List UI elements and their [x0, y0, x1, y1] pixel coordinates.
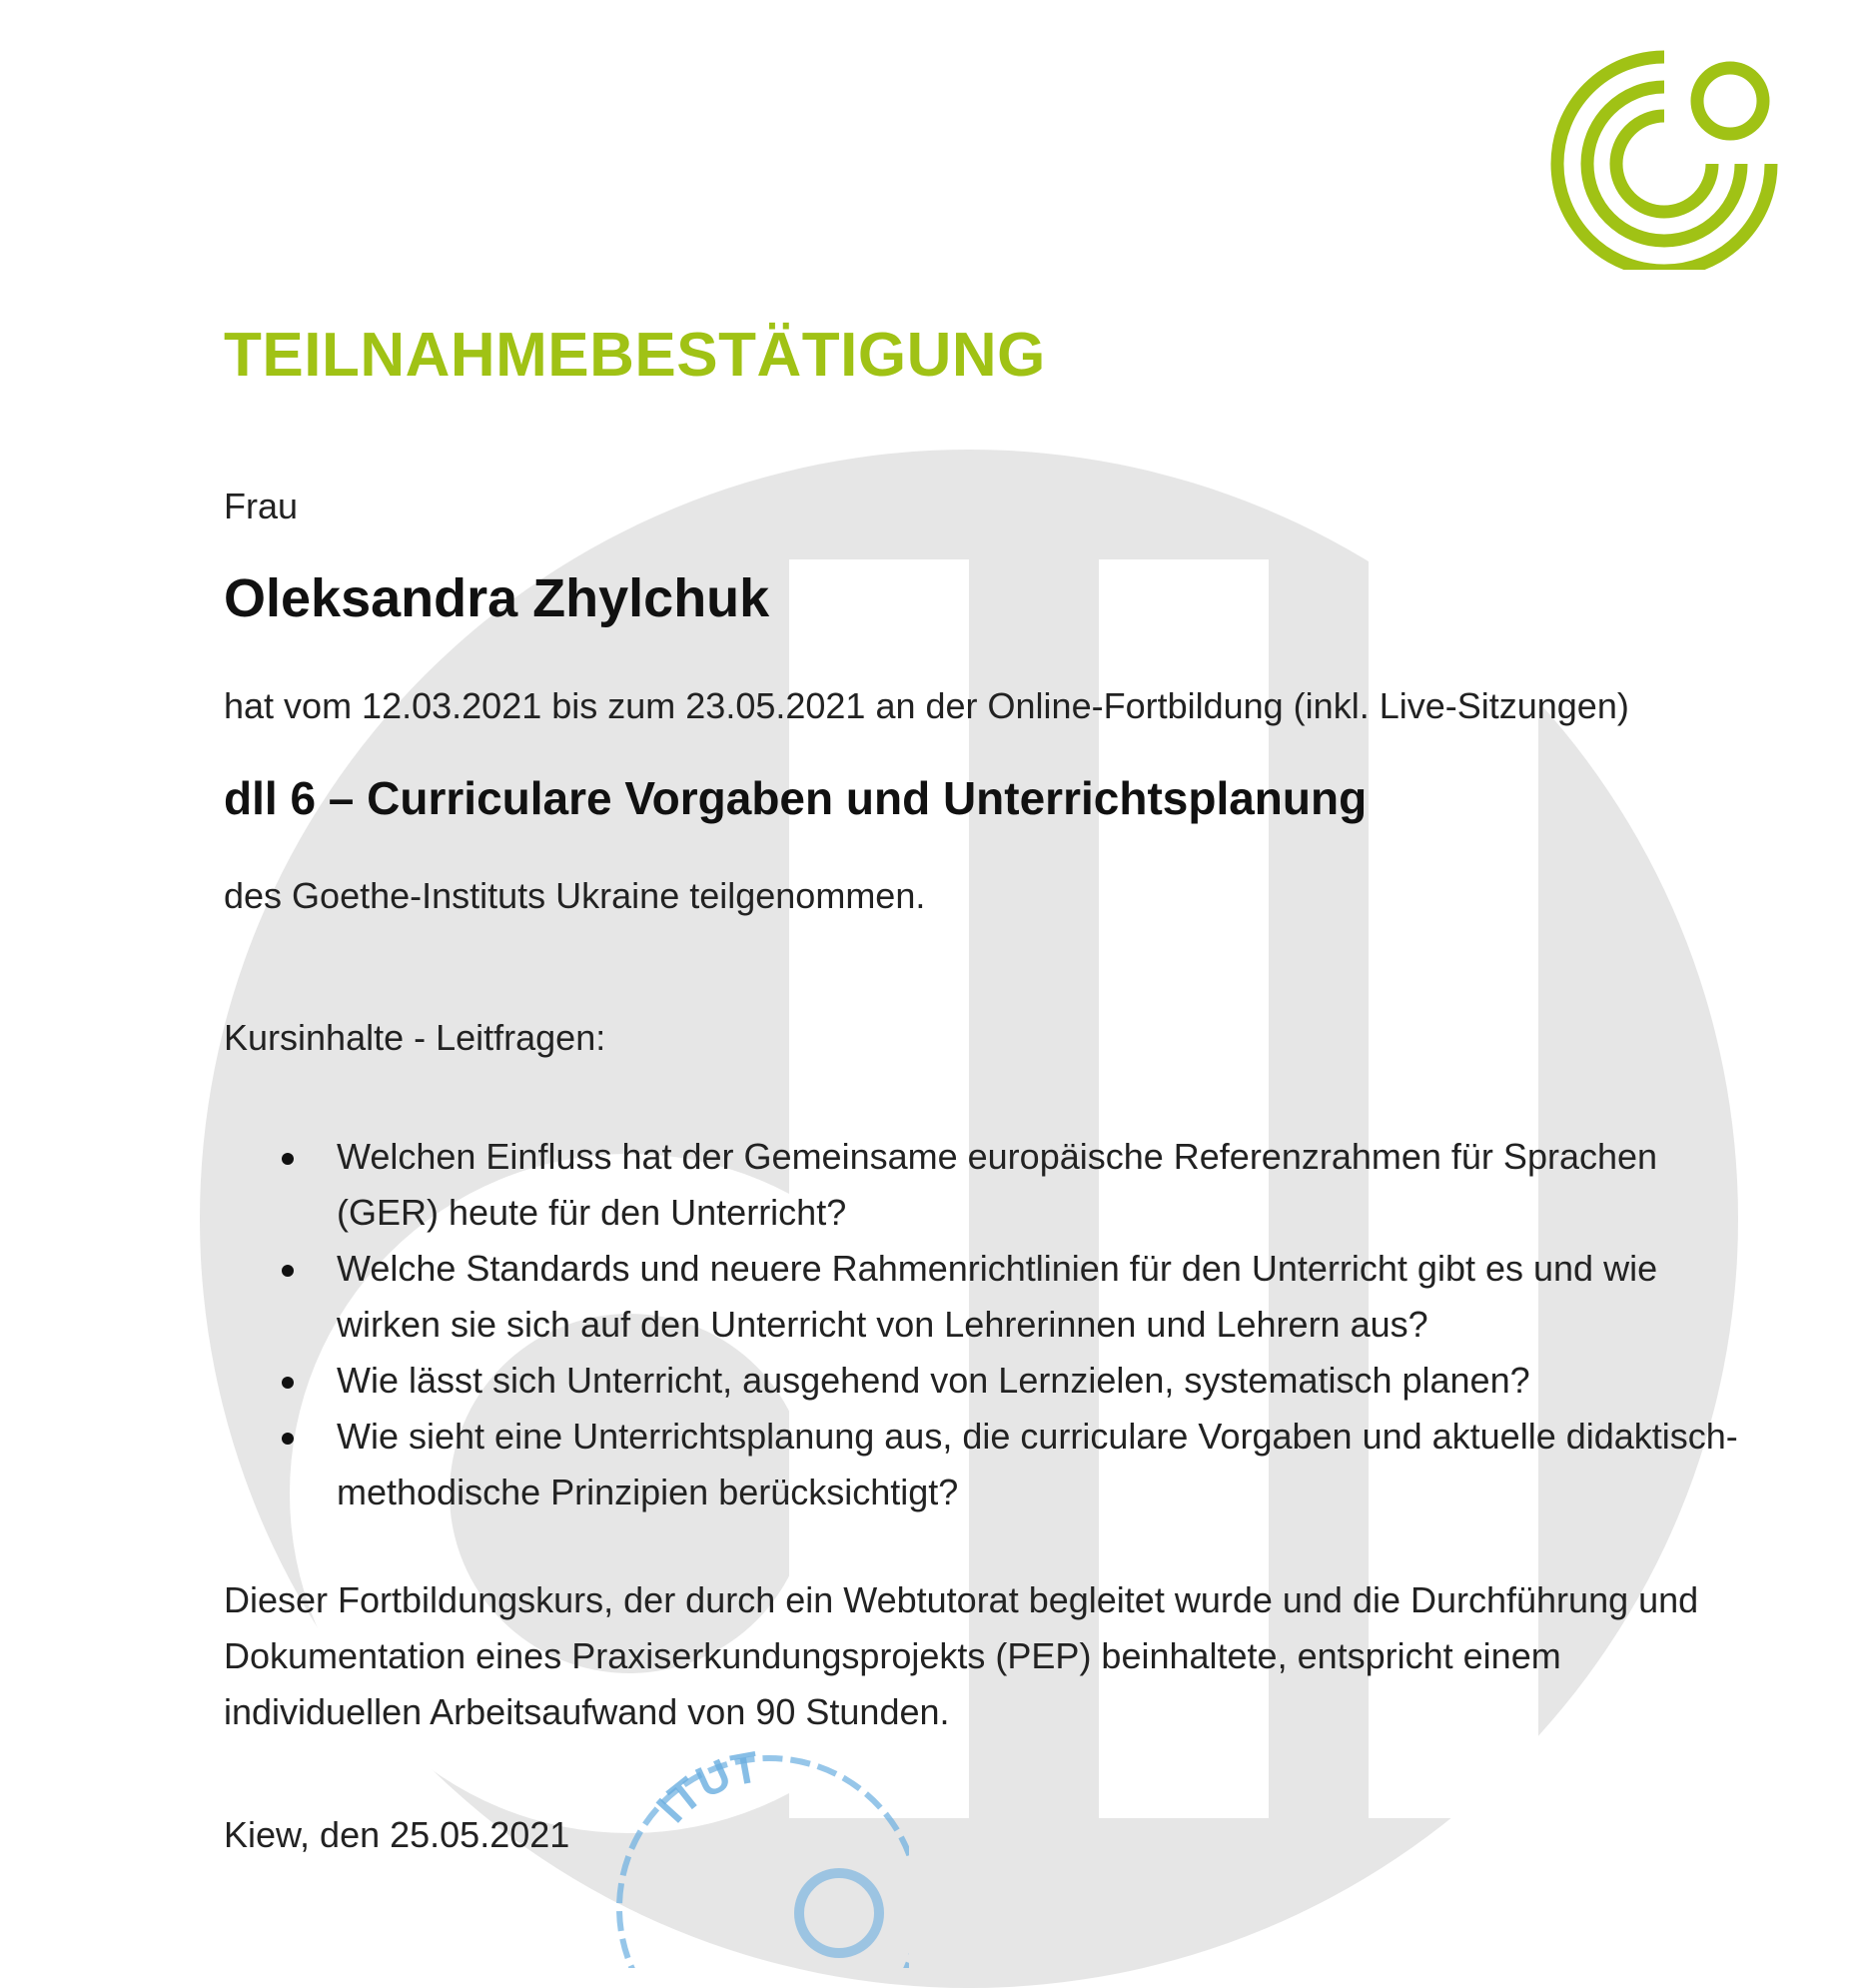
bullet-icon	[282, 1153, 294, 1165]
list-item	[224, 1241, 1742, 1353]
list-item	[224, 1129, 1742, 1241]
bullet-icon	[282, 1433, 294, 1445]
contents-heading: Kursinhalte - Leitfragen:	[224, 1017, 606, 1058]
list-item	[224, 1353, 1742, 1409]
list-item-text: Welchen Einfluss hat der Gemeinsame europäische Referenzrahmen für Sprachen (GER) heute für den Unterricht?	[337, 1136, 1658, 1233]
watermark-text: dll	[200, 450, 202, 451]
list-item-text: Welche Standards und neuere Rahmenrichtlinien für den Unterricht gibt es und wie wirken sie sich auf den Unterricht von Lehrerinnen und Lehrern aus?	[337, 1248, 1658, 1345]
stamp-text: ITUT	[647, 1748, 763, 1832]
institute-line: des Goethe-Instituts Ukraine teilgenommen.	[224, 875, 926, 916]
document-title: TEILNAHMEBESTÄTIGUNG	[224, 321, 1046, 390]
list-item	[224, 1409, 1742, 1520]
list-item-text: Wie sieht eine Unterrichtsplanung aus, die curriculare Vorgaben und aktuelle didaktisch-methodische Prinzipien berücksichtigt?	[337, 1416, 1738, 1512]
participation-line: hat vom 12.03.2021 bis zum 23.05.2021 an der Online-Fortbildung (inkl. Live-Sitzungen)	[224, 685, 1629, 726]
salutation: Frau	[224, 486, 299, 526]
institute-stamp	[609, 1748, 909, 1968]
summary-paragraph: Dieser Fortbildungskurs, der durch ein Webtutorat begleitet wurde und die Durchführung und Dokumentation eines Praxiserkundungsprojekts (PEP) beinhaltete, entspricht einem individuellen Arbeitsaufwand von 90 Stunden.	[224, 1579, 1699, 1732]
course-title: dll 6 – Curriculare Vorgaben und Unterrichtsplanung	[224, 772, 1368, 824]
list-item-text: Wie lässt sich Unterricht, ausgehend von Lernzielen, systematisch planen?	[337, 1360, 1530, 1401]
contents-list	[224, 1129, 1742, 1520]
place-date: Kiew, den 25.05.2021	[224, 1814, 570, 1855]
bullet-icon	[282, 1377, 294, 1389]
svg-text:ITUT	[647, 1748, 762, 1832]
bullet-icon	[282, 1265, 294, 1277]
participant-name: Oleksandra Zhylchuk	[224, 568, 770, 628]
goethe-institut-logo	[1538, 40, 1798, 270]
